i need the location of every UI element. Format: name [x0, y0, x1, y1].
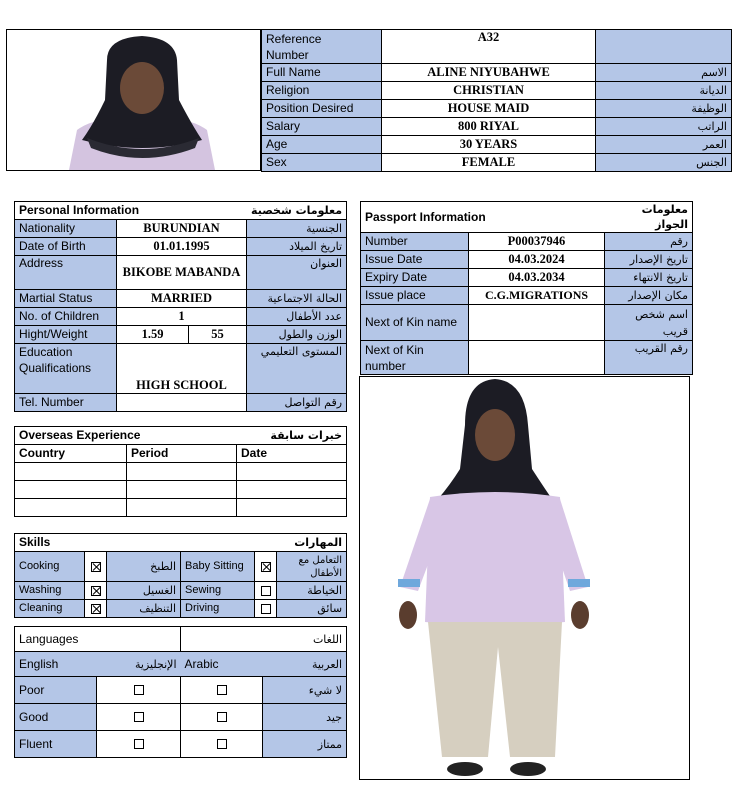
skill-driving-label: Driving — [181, 600, 255, 618]
table-row — [15, 220, 347, 238]
english-fluent-checkbox[interactable] — [97, 731, 181, 758]
headshot-figure-icon — [7, 30, 262, 172]
arabic-poor-checkbox[interactable] — [181, 677, 263, 704]
skill-cooking-arabic: الطبخ — [107, 552, 181, 582]
salary-value: 800 RIYAL — [382, 118, 596, 136]
table-row — [262, 154, 732, 172]
overseas-col-country: Country — [15, 445, 127, 463]
expiry-date-label: Expiry Date — [361, 269, 469, 287]
position-label: Position Desired — [262, 100, 382, 118]
tel-value — [117, 394, 247, 412]
height-weight-label: Hight/Weight — [15, 326, 117, 344]
age-value: 30 YEARS — [382, 136, 596, 154]
table-row — [262, 30, 732, 64]
table-row — [15, 445, 347, 463]
level-fluent-label: Fluent — [15, 731, 97, 758]
arabic-arabic: العربية — [263, 652, 347, 677]
arabic-good-checkbox[interactable] — [181, 704, 263, 731]
issue-date-value: 04.03.2024 — [469, 251, 605, 269]
top-info-table — [261, 29, 732, 172]
position-value: HOUSE MAID — [382, 100, 596, 118]
kin-number-label: Next of Kin number — [361, 341, 469, 375]
skills-title-arabic: المهارات — [181, 534, 347, 552]
level-fluent-arabic: ممتاز — [263, 731, 347, 758]
salary-arabic: الراتب — [596, 118, 732, 136]
overseas-title-arabic: خبرات سابقة — [237, 427, 347, 445]
skill-sewing-checkbox[interactable] — [255, 582, 277, 600]
table-row — [15, 481, 347, 499]
overseas-cell — [15, 499, 127, 517]
arabic-fluent-checkbox[interactable] — [181, 731, 263, 758]
passport-number-label: Number — [361, 233, 469, 251]
skill-cleaning-label: Cleaning — [15, 600, 85, 618]
table-row — [262, 136, 732, 154]
unchecked-icon — [261, 604, 271, 614]
dob-value: 01.01.1995 — [117, 238, 247, 256]
sex-label: Sex — [262, 154, 382, 172]
overseas-cell — [237, 499, 347, 517]
english-good-checkbox[interactable] — [97, 704, 181, 731]
table-row — [262, 100, 732, 118]
skill-cleaning-arabic: التنظيف — [107, 600, 181, 618]
kin-name-value — [469, 305, 605, 341]
skill-babysitting-label: Baby Sitting — [181, 552, 255, 582]
dob-label: Date of Birth — [15, 238, 117, 256]
unchecked-icon — [217, 739, 227, 749]
table-row — [15, 344, 347, 394]
reference-number-value: A32 — [382, 30, 596, 64]
table-row — [361, 305, 693, 341]
table-row — [15, 677, 347, 704]
education-arabic: المستوى التعليمي — [247, 344, 347, 394]
address-arabic: العنوان — [247, 256, 347, 290]
weight-value: 55 — [189, 326, 247, 344]
table-row — [361, 251, 693, 269]
marital-label: Martial Status — [15, 290, 117, 308]
table-row — [15, 290, 347, 308]
unchecked-icon — [134, 685, 144, 695]
table-row — [15, 704, 347, 731]
table-row — [361, 233, 693, 251]
nationality-arabic: الجنسية — [247, 220, 347, 238]
unchecked-icon — [261, 586, 271, 596]
english-poor-checkbox[interactable] — [97, 677, 181, 704]
full-name-value: ALINE NIYUBAHWE — [382, 64, 596, 82]
checked-icon — [91, 562, 101, 572]
overseas-experience-table — [14, 426, 347, 517]
children-arabic: عدد الأطفال — [247, 308, 347, 326]
languages-title-arabic: اللغات — [181, 627, 347, 652]
kin-number-value — [469, 341, 605, 375]
level-good-arabic: جيد — [263, 704, 347, 731]
full-body-figure-icon — [360, 377, 689, 779]
expiry-date-arabic: تاريخ الانتهاء — [605, 269, 693, 287]
skill-cooking-label: Cooking — [15, 552, 85, 582]
personal-info-table — [14, 201, 347, 412]
unchecked-icon — [134, 739, 144, 749]
table-row — [361, 341, 693, 375]
passport-info-title: Passport Information — [361, 202, 605, 233]
reference-number-label: Reference Number — [262, 30, 382, 64]
skill-sewing-label: Sewing — [181, 582, 255, 600]
skills-table — [14, 533, 347, 618]
height-weight-arabic: الوزن والطول — [247, 326, 347, 344]
overseas-cell — [15, 481, 127, 499]
address-value: BIKOBE MABANDA — [117, 256, 247, 290]
education-label: Education Qualifications — [15, 344, 117, 394]
address-label: Address — [15, 256, 117, 290]
overseas-col-period: Period — [127, 445, 237, 463]
overseas-cell — [127, 463, 237, 481]
table-row — [15, 238, 347, 256]
overseas-cell — [237, 463, 347, 481]
level-poor-label: Poor — [15, 677, 97, 704]
overseas-cell — [127, 499, 237, 517]
nationality-label: Nationality — [15, 220, 117, 238]
sex-arabic: الجنس — [596, 154, 732, 172]
skill-sewing-arabic: الخياطة — [277, 582, 347, 600]
personal-info-title-arabic: معلومات شخصية — [189, 202, 347, 220]
table-row — [15, 202, 347, 220]
issue-date-label: Issue Date — [361, 251, 469, 269]
issue-date-arabic: تاريخ الإصدار — [605, 251, 693, 269]
reference-number-arabic — [596, 30, 732, 64]
table-row — [15, 652, 347, 677]
table-row — [15, 427, 347, 445]
checked-icon — [261, 562, 271, 572]
table-row — [15, 600, 347, 618]
table-row — [262, 82, 732, 100]
tel-arabic: رقم التواصل — [247, 394, 347, 412]
table-row — [15, 308, 347, 326]
overseas-cell — [15, 463, 127, 481]
religion-label: Religion — [262, 82, 382, 100]
kin-number-arabic: رقم القريب — [605, 341, 693, 375]
marital-arabic: الحالة الاجتماعية — [247, 290, 347, 308]
unchecked-icon — [217, 685, 227, 695]
skill-washing-label: Washing — [15, 582, 85, 600]
table-row — [15, 499, 347, 517]
children-value: 1 — [117, 308, 247, 326]
sex-value: FEMALE — [382, 154, 596, 172]
table-row — [361, 269, 693, 287]
table-row — [361, 202, 693, 233]
kin-name-label: Next of Kin name — [361, 305, 469, 341]
passport-info-table — [360, 201, 693, 375]
age-label: Age — [262, 136, 382, 154]
tel-label: Tel. Number — [15, 394, 117, 412]
full-name-arabic: الاسم — [596, 64, 732, 82]
religion-arabic: الديانة — [596, 82, 732, 100]
arabic-label: Arabic — [181, 652, 263, 677]
table-row — [15, 256, 347, 290]
english-arabic: الإنجليزية — [97, 652, 181, 677]
languages-table — [14, 626, 347, 758]
full-body-photo — [359, 376, 690, 780]
position-arabic: الوظيفة — [596, 100, 732, 118]
skill-babysitting-arabic: التعامل مع الأطفال — [277, 552, 347, 582]
table-row — [15, 582, 347, 600]
table-row — [15, 731, 347, 758]
skill-washing-arabic: الغسيل — [107, 582, 181, 600]
skill-cleaning-checkbox[interactable] — [85, 600, 107, 618]
skill-driving-checkbox[interactable] — [255, 600, 277, 618]
height-value: 1.59 — [117, 326, 189, 344]
age-arabic: العمر — [596, 136, 732, 154]
languages-title: Languages — [15, 627, 181, 652]
skill-babysitting-checkbox[interactable] — [255, 552, 277, 582]
checked-icon — [91, 586, 101, 596]
table-row — [15, 534, 347, 552]
overseas-cell — [127, 481, 237, 499]
table-row — [361, 287, 693, 305]
unchecked-icon — [134, 712, 144, 722]
kin-name-arabic: اسم شخص قريب — [605, 305, 693, 341]
full-name-label: Full Name — [262, 64, 382, 82]
salary-label: Salary — [262, 118, 382, 136]
skill-washing-checkbox[interactable] — [85, 582, 107, 600]
education-value: HIGH SCHOOL — [117, 344, 247, 394]
nationality-value: BURUNDIAN — [117, 220, 247, 238]
headshot-photo — [6, 29, 261, 171]
skills-title: Skills — [15, 534, 181, 552]
passport-number-value: P00037946 — [469, 233, 605, 251]
issue-place-label: Issue place — [361, 287, 469, 305]
children-label: No. of Children — [15, 308, 117, 326]
skill-cooking-checkbox[interactable] — [85, 552, 107, 582]
table-row — [15, 326, 347, 344]
expiry-date-value: 04.03.2034 — [469, 269, 605, 287]
overseas-col-date: Date — [237, 445, 347, 463]
table-row — [15, 627, 347, 652]
issue-place-value: C.G.MIGRATIONS — [469, 287, 605, 305]
table-row — [15, 394, 347, 412]
level-poor-arabic: لا شيء — [263, 677, 347, 704]
overseas-cell — [237, 481, 347, 499]
overseas-title: Overseas Experience — [15, 427, 237, 445]
skill-driving-arabic: سائق — [277, 600, 347, 618]
unchecked-icon — [217, 712, 227, 722]
table-row — [15, 463, 347, 481]
table-row — [262, 118, 732, 136]
passport-info-title-arabic: معلومات الجواز — [605, 202, 693, 233]
issue-place-arabic: مكان الإصدار — [605, 287, 693, 305]
level-good-label: Good — [15, 704, 97, 731]
marital-value: MARRIED — [117, 290, 247, 308]
dob-arabic: تاريخ الميلاد — [247, 238, 347, 256]
table-row — [15, 552, 347, 582]
table-row — [262, 64, 732, 82]
english-label: English — [15, 652, 97, 677]
personal-info-title: Personal Information — [15, 202, 189, 220]
checked-icon — [91, 604, 101, 614]
passport-number-arabic: رقم — [605, 233, 693, 251]
religion-value: CHRISTIAN — [382, 82, 596, 100]
